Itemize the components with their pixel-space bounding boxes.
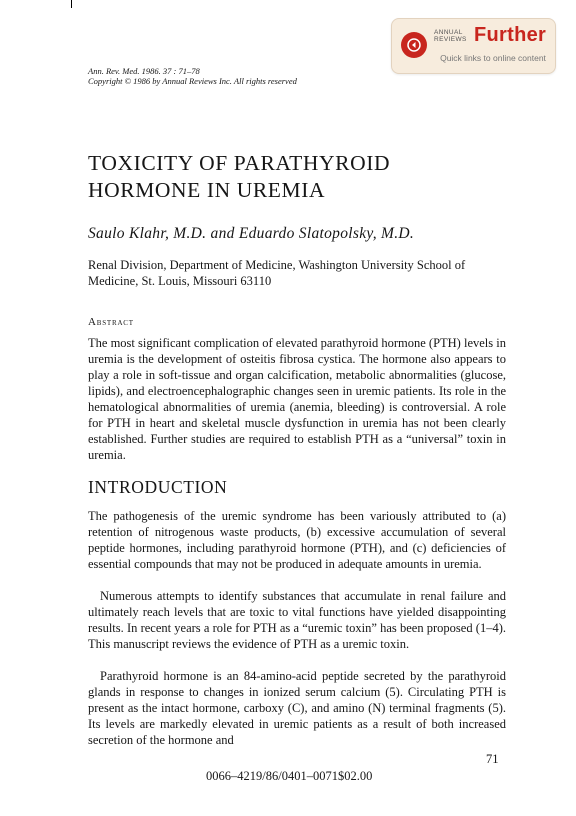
further-wordmark: Further <box>474 24 547 46</box>
intro-paragraph-1: The pathogenesis of the uremic syndrome has been variously attributed to (a) retention of nitrogenous waste products, (b) excessive accumulation of several peptide hormones, including parathyroid hormone (PTH), and (c) deficiencies of essential compounds that may not be produced in adequate amounts in uremia. <box>88 509 506 571</box>
page-number: 71 <box>486 752 499 766</box>
introduction-heading: INTRODUCTION <box>88 477 228 497</box>
journal-citation: Ann. Rev. Med. 1986. 37 : 71–78 <box>88 66 200 76</box>
article-title: TOXICITY OF PARATHYROID HORMONE IN UREMIA <box>88 151 391 202</box>
brand-line-2: REVIEWS <box>434 36 467 43</box>
abstract-heading: Abstract <box>88 316 134 328</box>
author-affiliation: Renal Division, Department of Medicine, Washington University School of Medicine, St. Louis, Missouri 63110 <box>88 258 466 288</box>
crop-mark <box>71 0 72 8</box>
abstract-text: The most significant complication of elevated parathyroid hormone (PTH) levels in uremia is the development of osteitis fibrosa cystica. The hormone also appears to play a role in soft-tissue and organ calcification, metabolic abnormalities (glucose, lipids), and electroencephalographic changes seen in uremic patients. Its role in the hematological abnormalities of uremia (anemia, bleeding) is controversial. A role for PTH in heart and skeletal muscle dysfunction in uremia has not been clearly established. Further studies are required to establish PTH as a “universal” toxin in uremia. <box>88 336 506 462</box>
brand-line-1: ANNUAL <box>434 29 463 36</box>
badge-subtitle: Quick links to online content <box>440 53 546 63</box>
further-reviews-badge[interactable] <box>391 18 556 74</box>
intro-paragraph-3: Parathyroid hormone is an 84-amino-acid peptide secreted by the parathyroid glands in response to changes in ionized serum calcium (5). Circulating PTH is present as the intact hormone, carboxy (C), and amino (N) terminal fragments (5). Its levels are markedly elevated in uremic patients as a result of both increased secretion of the hormone and <box>88 669 506 747</box>
journal-citation-block <box>88 66 297 86</box>
intro-paragraph-2: Numerous attempts to identify substances that accumulate in renal failure and ultimately reach levels that are toxic to vital functions have yielded disappointing results. In recent years a role for PTH as a “uremic toxin” has been proposed (1–4). This manuscript reviews the evidence of PTH as a uremic toxin. <box>88 589 506 651</box>
copyright-line: Copyright © 1986 by Annual Reviews Inc. All rights reserved <box>88 76 297 86</box>
article-authors: Saulo Klahr, M.D. and Eduardo Slatopolsky, M.D. <box>88 225 415 242</box>
play-circle-icon <box>401 32 427 58</box>
annual-reviews-logo-text <box>434 29 474 43</box>
article-code: 0066–4219/86/0401–0071$02.00 <box>206 769 373 783</box>
